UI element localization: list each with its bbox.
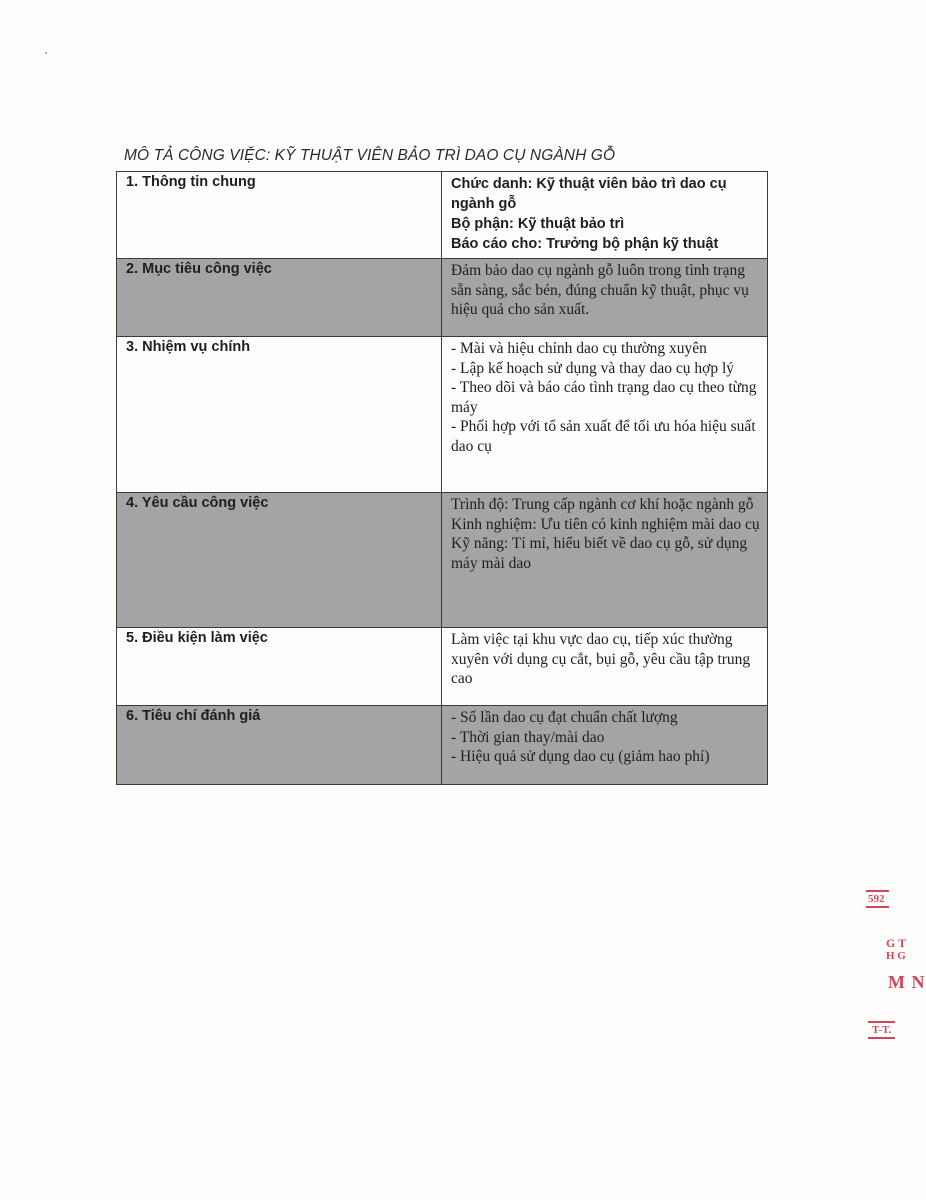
content-line: - Hiệu quả sử dụng dao cụ (giảm hao phí): [451, 748, 710, 766]
table-row-evaluation-criteria: [117, 706, 768, 785]
content-line: - Lập kế hoạch sử dụng và thay dao cụ hợp lý: [451, 359, 735, 377]
stamp-text: T-T.: [868, 1021, 895, 1039]
row-content: [442, 337, 768, 493]
content-line: - Số lần dao cụ đạt chuẩn chất lượng: [451, 709, 678, 726]
stamp-text: G T: [886, 936, 907, 950]
content-line: - Theo dõi và báo cáo tình trạng dao cụ theo từng máy: [451, 379, 757, 416]
row-content: [442, 706, 768, 785]
content-line: Trình độ: Trung cấp ngành cơ khí hoặc ngành gỗ: [451, 496, 754, 513]
content-line: - Mài và hiệu chỉnh dao cụ thường xuyên: [451, 340, 707, 357]
row-label: 3. Nhiệm vụ chính: [117, 337, 442, 493]
content-line: Làm việc tại khu vực dao cụ, tiếp xúc thường xuyên với dụng cụ cắt, bụi gỗ, yêu cầu tập trung cao: [451, 631, 751, 688]
row-content: [442, 259, 768, 337]
row-label: 2. Mục tiêu công việc: [117, 259, 442, 337]
scan-speck: [45, 52, 47, 54]
content-line: Kỹ năng: Tỉ mỉ, hiểu biết về dao cụ gỗ, sử dụng máy mài dao: [451, 535, 748, 572]
content-line: - Phối hợp với tổ sản xuất để tối ưu hóa hiệu suất dao cụ: [451, 418, 756, 455]
company-stamp: [866, 880, 926, 1050]
row-content: [442, 628, 768, 706]
content-line: Đảm bảo dao cụ ngành gỗ luôn trong tình trạng sẵn sàng, sắc bén, đúng chuẩn kỹ thuật, phục vụ hiệu quả cho sản xuất.: [451, 262, 749, 319]
row-content: [442, 493, 768, 628]
content-line: Báo cáo cho: Trưởng bộ phận kỹ thuật: [451, 236, 719, 252]
content-line: Bộ phận: Kỹ thuật bảo trì: [451, 216, 625, 232]
table-row-requirements: [117, 493, 768, 628]
job-description-table: [116, 171, 768, 785]
row-label: 1. Thông tin chung: [117, 172, 442, 259]
table-row-objective: [117, 259, 768, 337]
table-row-main-tasks: [117, 337, 768, 493]
document-title: MÔ TẢ CÔNG VIỆC: KỸ THUẬT VIÊN BẢO TRÌ DAO CỤ NGÀNH GỖ: [124, 147, 616, 164]
content-line: Kinh nghiệm: Ưu tiên có kinh nghiệm mài dao cụ: [451, 515, 760, 533]
content-line: - Thời gian thay/mài dao: [451, 728, 605, 746]
stamp-text: M N: [888, 972, 926, 992]
stamp-text: 592: [866, 890, 889, 908]
row-label: 6. Tiêu chí đánh giá: [117, 706, 442, 785]
content-line: Chức danh: Kỹ thuật viên bảo trì dao cụ ngành gỗ: [451, 176, 727, 212]
stamp-text: H G: [886, 950, 906, 962]
table-row-working-conditions: [117, 628, 768, 706]
row-content: [442, 172, 768, 259]
row-label: 4. Yêu cầu công việc: [117, 493, 442, 628]
table-row-general-info: [117, 172, 768, 259]
row-label: 5. Điều kiện làm việc: [117, 628, 442, 706]
